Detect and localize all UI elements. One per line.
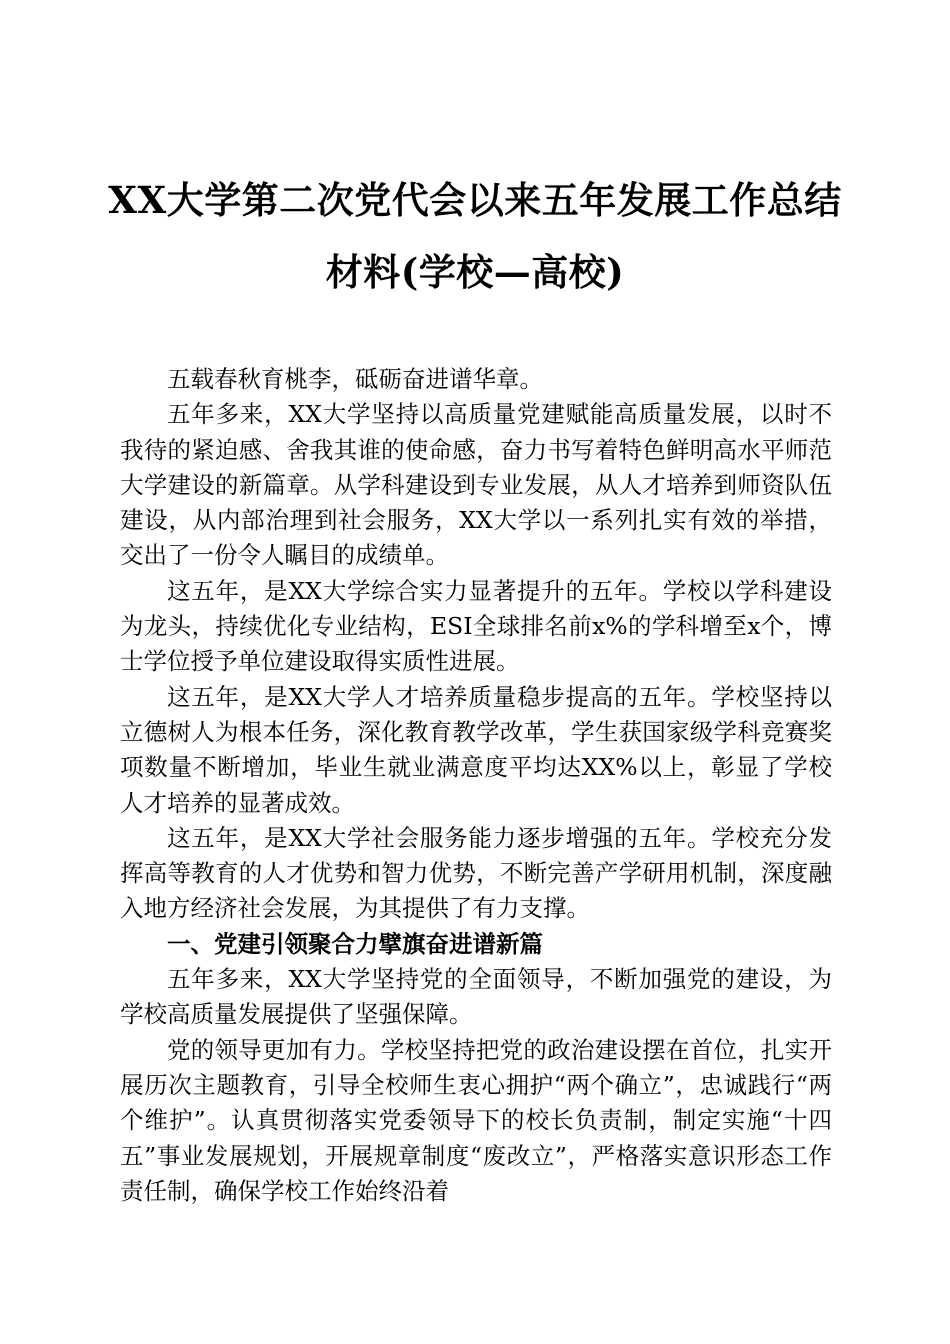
document-title-line-1: XX大学第二次党代会以来五年发展工作总结 <box>108 178 842 222</box>
paragraph-overall-strength: 这五年，是XX大学综合实力显著提升的五年。学校以学科建设为龙头，持续优化专业结构，ESI全球排名前x%的学科增至x个，博士学位授予单位建设取得实质性进展。 <box>120 576 832 676</box>
paragraph-intro: 五载春秋育桃李，砥砺奋进谱华章。 <box>167 365 543 393</box>
document-body <box>120 362 832 1209</box>
paragraph-talent-cultivation: 这五年，是XX大学人才培养质量稳步提高的五年。学校坚持以立德树人为根本任务，深化教育教学改革，学生获国家级学科竞赛奖项数量不断增加，毕业生就业满意度平均达XX%以上，彰显了学校人才培养的显著成效。 <box>120 682 832 817</box>
document-title-line-2: 材料(学校—高校) <box>325 250 625 294</box>
paragraph-party-leadership-summary: 五年多来，XX大学坚持党的全面领导，不断加强党的建设，为学校高质量发展提供了坚强保障。 <box>120 965 832 1029</box>
section-heading-party-building: 一、党建引领聚合力擘旗奋进谱新篇 <box>167 929 543 958</box>
paragraph-party-leadership-stronger: 党的领导更加有力。学校坚持把党的政治建设摆在首位，扎实开展历次主题教育，引导全校师生衷心拥护“两个确立”，忠诚践行“两个维护”。认真贯彻落实党委领导下的校长负责制，制定实施“十四五”事业发展规划，开展规章制度“废改立”，严格落实意识形态工作责任制，确保学校工作始终沿着 <box>120 1035 832 1205</box>
paragraph-overview: 五年多来，XX大学坚持以高质量党建赋能高质量发展，以时不我待的紧迫感、舍我其谁的使命感，奋力书写着特色鲜明高水平师范大学建设的新篇章。从学科建设到专业发展，从人才培养到师资队伍建设，从内部治理到社会服务，XX大学以一系列扎实有效的举措，交出了一份令人瞩目的成绩单。 <box>120 400 832 570</box>
paragraph-social-service: 这五年，是XX大学社会服务能力逐步增强的五年。学校充分发挥高等教育的人才优势和智力优势，不断完善产学研用机制，深度融入地方经济社会发展，为其提供了有力支撑。 <box>120 823 832 923</box>
